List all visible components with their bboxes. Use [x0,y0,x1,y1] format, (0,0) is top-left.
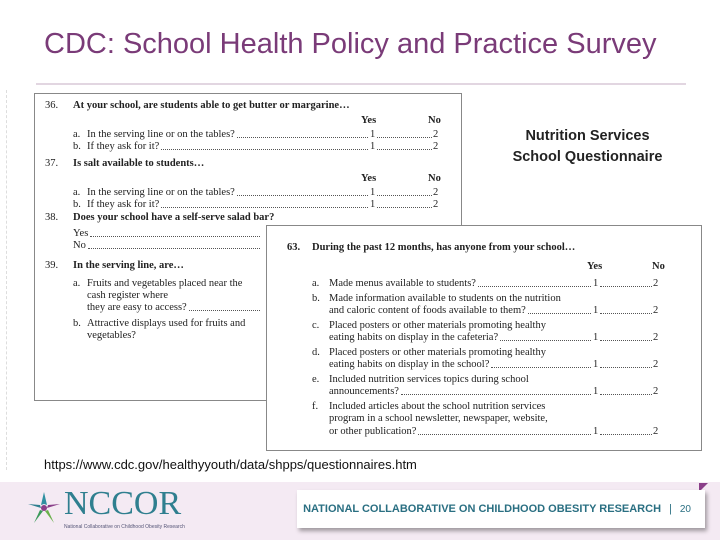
item-text: Included articles about the school nutrition services [329,400,546,412]
no-code: 2 [653,386,659,397]
dot-leader [237,129,368,138]
dot-leader [377,199,432,208]
question-number: 36. [45,100,59,111]
dot-leader [237,187,368,196]
item-text: they are easy to access? [87,302,187,313]
item-text: Placed posters or other materials promoting healthy [329,346,546,358]
question-text: At your school, are students able to get butter or margarine… [73,100,350,111]
logo-subtitle: National Collaborative on Childhood Obesity Research [64,524,185,530]
question-text: In the serving line, are… [73,260,184,271]
no-code: 2 [433,129,439,140]
yes-code: 1 [370,129,376,140]
dot-leader [478,278,591,287]
yes-code: 1 [593,305,599,316]
item-letter: b. [73,318,81,329]
item-text: announcements? [329,386,399,397]
questionnaire-title-line: School Questionnaire [512,149,663,165]
item-letter: b. [73,141,81,152]
item-letter: a. [73,187,81,198]
item-text: In the serving line or on the tables? [87,129,235,140]
item-text: Included nutrition services topics during school [329,373,529,385]
dot-leader [500,332,591,341]
item-letter: d. [312,346,320,358]
no-code: 2 [433,187,439,198]
dot-leader [88,240,260,249]
slide-title: CDC: School Health Policy and Practice Survey [44,28,657,60]
item-text: program in a school newsletter, newspaper, website, [329,413,548,424]
item-letter: f. [312,400,319,412]
item-text: If they ask for it? [87,199,160,210]
dot-leader [491,359,591,368]
dot-leader [189,302,260,311]
banner-text: NATIONAL COLLABORATIVE ON CHILDHOOD OBESITY RESEARCH [303,503,662,515]
yes-code: 1 [593,278,599,289]
item-text: Made menus available to students? [329,278,476,289]
left-guide [6,90,7,470]
yes-code: 1 [593,332,599,343]
yes-code: 1 [593,359,599,370]
no-header: No [652,261,665,272]
yes-header: Yes [361,115,377,126]
footer-banner [297,490,705,528]
yes-code: 1 [370,141,376,152]
title-divider [36,83,686,85]
yes-header: Yes [587,261,603,272]
no-code: 2 [653,359,659,370]
no-code: 2 [653,305,659,316]
nccor-logo [26,485,226,534]
dot-leader [600,359,652,368]
yes-code: 1 [593,386,599,397]
no-header: No [428,115,441,126]
yes-code: 1 [370,199,376,210]
item-text: or other publication? [329,425,417,437]
question-number: 37. [45,158,59,169]
item-letter: a. [312,278,320,289]
item-letter: c. [312,319,320,331]
dot-leader [528,305,591,314]
questionnaire-excerpt-2 [266,225,702,451]
item-text: If they ask for it? [87,141,160,152]
no-code: 2 [653,278,659,289]
question-number: 38. [45,212,59,223]
item-letter: a. [73,129,81,140]
dot-leader [377,187,432,196]
item-text: and caloric content of foods available to them? [329,305,526,316]
questionnaire-title [505,126,670,168]
item-text: In the serving line or on the tables? [87,187,235,198]
no-code: 2 [433,141,439,152]
question-text: Is salt available to students… [73,158,205,169]
dot-leader [600,332,652,341]
yes-code: 1 [370,187,376,198]
no-code: 2 [433,199,439,210]
dot-leader [401,386,591,395]
question-number: 39. [45,260,59,271]
dot-leader [600,426,652,435]
dot-leader [377,129,432,138]
source-link[interactable]: https://www.cdc.gov/healthyyouth/data/shpps/questionnaires.htm [44,457,417,472]
dot-leader [600,386,652,395]
question-text: During the past 12 months, has anyone from your school… [312,242,576,253]
page-number: 20 [679,503,691,515]
no-code: 2 [653,425,659,437]
banner-separator: | [669,503,672,515]
nccor-star-icon [26,490,62,526]
option: No [73,240,86,251]
item-text: Made information available to students on the nutrition [329,292,561,304]
item-letter: a. [73,278,81,289]
item-text: Fruits and vegetables placed near the cash register where [87,278,243,301]
questionnaire-title-line: Nutrition Services [525,128,650,144]
dot-leader [161,199,368,208]
question-number: 63. [287,242,301,253]
yes-code: 1 [593,425,599,437]
item-letter: b. [312,292,320,304]
dot-leader [90,228,260,237]
item-text: Placed posters or other materials promoting healthy [329,319,546,331]
dot-leader [600,278,652,287]
no-code: 2 [653,332,659,343]
item-letter: e. [312,373,320,385]
yes-header: Yes [361,173,377,184]
question-text: Does your school have a self-serve salad bar? [73,212,275,223]
dot-leader [377,141,432,150]
item-text: eating habits on display in the cafeteria? [329,332,499,343]
dot-leader [418,426,591,435]
no-header: No [428,173,441,184]
option: Yes [73,228,89,239]
item-text: Attractive displays used for fruits and vegetables? [87,318,246,341]
item-text: eating habits on display in the school? [329,359,490,370]
item-letter: b. [73,199,81,210]
dot-leader [161,141,368,150]
dot-leader [600,305,652,314]
logo-text: NCCOR [64,485,182,522]
